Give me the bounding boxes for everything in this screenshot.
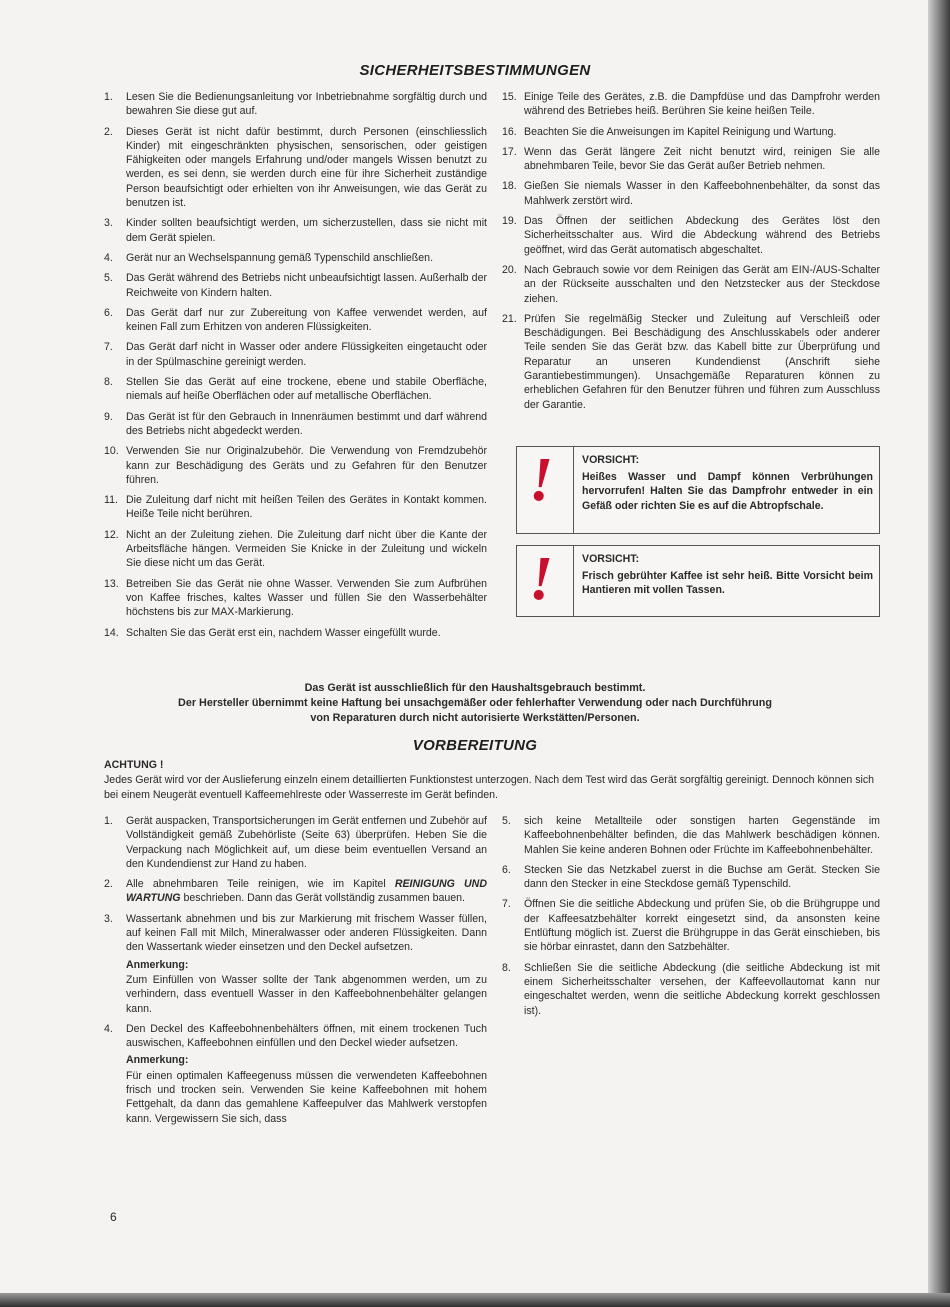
list-item: 4. Gerät nur an Wechselspannung gemäß Typenschild anschließen. bbox=[104, 251, 434, 264]
note-text: Zum Einfüllen von Wasser sollte der Tank abgenommen werden, um zu verhindern, dass eventuell Wasser in den Kaffeebohnenbehälter gelangen kann. bbox=[126, 973, 487, 1015]
attention-label: ACHTUNG ! bbox=[104, 759, 164, 771]
warning-box-hot-steam bbox=[516, 446, 880, 534]
note-block bbox=[104, 958, 487, 1016]
list-item: 2. Alle abnehmbaren Teile reinigen, wie im Kapitel REINIGUNG UND WARTUNG beschrieben. Dann das Gerät vollständig zusammen bauen. bbox=[104, 878, 487, 905]
list-item: 18. Gießen Sie niemals Wasser in den Kaffeebohnenbehälter, da sonst das Mahlwerk zerstört wird. bbox=[502, 180, 880, 207]
list-item: 4. Den Deckel des Kaffeebohnenbehälters öffnen, mit einem trockenen Tuch auswischen, Kaffeebohnen einfüllen und den Deckel wieder aufsetzen. bbox=[104, 1022, 487, 1050]
exclamation-icon: ! bbox=[517, 546, 574, 616]
list-item: 19. Das Öffnen der seitlichen Abdeckung des Gerätes löst den Sicherheitsschalter aus. Wird die Abdeckung während des Betriebs geöffnet, wird das Gerät automatisch abgeschaltet. bbox=[502, 215, 880, 256]
list-item: 8. Schließen Sie die seitliche Abdeckung (die seitliche Abdeckung ist mit einem Sicherheitsschalter versehen, der Kaffeevollautomat kann nur eingeschaltet werden, wenn die seitliche Abdeckung korrekt geschlossen ist). bbox=[502, 961, 880, 1017]
list-item: 8. Stellen Sie das Gerät auf eine trockene, ebene und stabile Oberfläche, niemals auf heiße Oberflächen oder auf metallische Oberflächen. bbox=[104, 376, 487, 403]
list-item: 1. Gerät auspacken, Transportsicherungen im Gerät entfernen und Zubehör auf Vollständigkeit gemäß Zubehörliste (Seite 63) überprüfen. Heben Sie die Verpackung nach Möglichkeit auf, um diese beim eventuellen Versand an den Kundendienst zur Hand zu haben. bbox=[104, 815, 487, 870]
list-item: 5. Das Gerät während des Betriebs nicht unbeaufsichtigt lassen. Außerhalb der Reichweite von Kindern halten. bbox=[104, 272, 487, 299]
section-title-preparation: VORBEREITUNG bbox=[412, 737, 538, 754]
list-item: 2. Dieses Gerät ist nicht dafür bestimmt, durch Personen (einschliesslich Kinder) mit eingeschränkten physischen, sensorischen, oder geistigen Fähigkeiten oder mangels Erfahrung und/oder mangels Wissen benutzt zu werden, es sei denn, sie werden durch eine für ihre Sicherheit zuständige Person beaufsichtigt oder erhielten von ihr Anweisungen, wie das Gerät zu benutzen ist. bbox=[104, 125, 487, 210]
warning-label: VORSICHT: bbox=[582, 553, 640, 565]
list-item: 17. Wenn das Gerät längere Zeit nicht benutzt wird, reinigen Sie alle abnehmbaren Teile, bevor Sie das Gerät außer Betrieb nehmen. bbox=[502, 145, 880, 173]
scan-edge-right bbox=[928, 0, 950, 1307]
list-item: 11. Die Zuleitung darf nicht mit heißen Teilen des Gerätes in Kontakt kommen. Heiße Teile nicht berühren. bbox=[104, 494, 487, 521]
note-label: Anmerkung: bbox=[126, 1054, 189, 1067]
list-item: 15. Einige Teile des Gerätes, z.B. die Dampfdüse und das Dampfrohr werden während des Betriebes heiß. Berühren Sie keine heißen Teile. bbox=[502, 91, 880, 118]
list-item: 10. Verwenden Sie nur Originalzubehör. Die Verwendung von Fremdzubehör kann zur Beschädigung des Geräts und zu Gefahren für den Benutzer führen. bbox=[104, 445, 487, 486]
warning-label: VORSICHT: bbox=[582, 454, 640, 466]
exclamation-icon: ! bbox=[517, 447, 574, 533]
preparation-right-column bbox=[502, 814, 880, 1024]
list-item: 7. Das Gerät darf nicht in Wasser oder andere Flüssigkeiten eingetaucht oder in der Spülmaschine gereinigt werden. bbox=[104, 341, 487, 368]
note-text: Für einen optimalen Kaffeegenuss müssen die verwendeten Kaffeebohnen frisch und trocken sein. Verwenden Sie keine Kaffeebohnen mit hohem Fettgehalt, da dann das gemahlene Kaffeepulver das Mahlwerk verstopfen kann. Vergewissern Sie sich, dass bbox=[126, 1069, 487, 1125]
safety-right-column bbox=[502, 90, 880, 418]
note-label: Anmerkung: bbox=[126, 958, 189, 971]
preparation-intro: Jedes Gerät wird vor der Auslieferung einzeln einem detaillierten Funktionstest unterzogen. Nach dem Test wird das Gerät sorgfältig gereinigt. Dennoch können sich bei einem Neugerät eventuell Kaffeemehlreste oder Wasserreste im Gerät befinden. bbox=[104, 774, 875, 801]
chapter-reference: REINIGUNG UND WARTUNG bbox=[126, 878, 487, 905]
section-title-safety: SICHERHEITSBESTIMMUNGEN bbox=[359, 62, 591, 79]
preparation-left-column bbox=[104, 814, 487, 1126]
warning-text: Frisch gebrühter Kaffee ist sehr heiß. Bitte Vorsicht beim Hantieren mit vollen Tassen. bbox=[582, 569, 873, 596]
list-item: 6. Stecken Sie das Netzkabel zuerst in die Buchse am Gerät. Stecken Sie dann den Stecker in eine Steckdose gemäß Typenschild. bbox=[502, 863, 880, 891]
page-number: 6 bbox=[110, 1210, 117, 1224]
warning-box-hot-coffee bbox=[516, 545, 880, 617]
warning-text: Heißes Wasser und Dampf können Verbrühungen hervorrufen! Halten Sie das Dampfrohr entweder in ein Gefäß oder richten Sie es auf die Abtropfschale. bbox=[582, 470, 873, 512]
household-use-notice: Das Gerät ist ausschließlich für den Haushaltsgebrauch bestimmt. Der Hersteller übernimmt keine Haftung bei unsachgemäßer oder fehlerhafter Verwendung oder nach Durchführung von Reparaturen durch nicht autorisierte Werkstätten/Personen. bbox=[178, 682, 772, 724]
list-item: 14. Schalten Sie das Gerät erst ein, nachdem Wasser eingefüllt wurde. bbox=[104, 626, 441, 639]
list-item: 9. Das Gerät ist für den Gebrauch in Innenräumen bestimmt und darf während des Betriebs nicht abgedeckt werden. bbox=[104, 410, 487, 437]
list-item: 6. Das Gerät darf nur zur Zubereitung von Kaffee verwendet werden, auf keinen Fall zum Erhitzen von anderen Flüssigkeiten. bbox=[104, 306, 487, 334]
list-item: 13. Betreiben Sie das Gerät nie ohne Wasser. Verwenden Sie zum Aufbrühen von Kaffee frisches, kaltes Wasser und füllen Sie den Wasserbehälter höchstens bis zur MAX-Markierung. bbox=[104, 577, 487, 619]
list-item: 1. Lesen Sie die Bedienungsanleitung vor Inbetriebnahme sorgfältig durch und bewahren Sie diese gut auf. bbox=[104, 91, 487, 118]
safety-left-column bbox=[104, 90, 487, 646]
list-item: 7. Öffnen Sie die seitliche Abdeckung und prüfen Sie, ob die Brühgruppe und der Kaffeesatzbehälter korrekt eingesetzt sind, da ansonsten keine Entlüftung möglich ist. Zuerst die Brühgruppe in das Gerät einschieben, bis sie hörbar einrastet, dann den Satzbehälter. bbox=[502, 898, 880, 954]
note-block bbox=[104, 1053, 487, 1125]
list-item: 3. Kinder sollten beaufsichtigt werden, um sicherzustellen, dass sie nicht mit dem Gerät spielen. bbox=[104, 217, 487, 244]
list-item: 20. Nach Gebrauch sowie vor dem Reinigen das Gerät am EIN-/AUS-Schalter an der Rückseite ausschalten und den Netzstecker aus der Steckdose ziehen. bbox=[502, 263, 880, 305]
list-item: 5. sich keine Metallteile oder sonstigen harten Gegenstände im Kaffeebohnenbehälter befinden, die das Mahlwerk beschädigen können. Mahlen Sie keine anderen Bohnen oder Früchte im Kaffeebohnenbehälter. bbox=[502, 815, 880, 856]
list-item: 16. Beachten Sie die Anweisungen im Kapitel Reinigung und Wartung. bbox=[502, 125, 837, 138]
list-item: 12. Nicht an der Zuleitung ziehen. Die Zuleitung darf nicht über die Kante der Arbeitsfläche hängen. Vermeiden Sie Knicke in der Zuleitung und wickeln Sie diese nicht um das Gerät. bbox=[104, 528, 487, 570]
list-item: 21. Prüfen Sie regelmäßig Stecker und Zuleitung auf Verschleiß oder Beschädigungen. Bei Beschädigung des Anschlusskabels oder anderer Teile senden Sie das Gerät bzw. das Kabell bitte zur Überprüfung und Reparatur an unseren Kundendienst (Anschrift siehe Garantiebestimmungen). Unsachgemäße Reparaturen können zu erheblichen Gefahren für den Benutzer führen und führen zum Ausschluss der Garantie. bbox=[502, 312, 880, 411]
list-item: 3. Wassertank abnehmen und bis zur Markierung mit frischem Wasser füllen, auf keinen Fall mit Milch, Mineralwasser oder anderen Flüssigkeiten. Dann den Wassertank wieder einsetzen und den Deckel aufsetzen. bbox=[104, 912, 487, 954]
scan-edge-bottom bbox=[0, 1293, 950, 1307]
